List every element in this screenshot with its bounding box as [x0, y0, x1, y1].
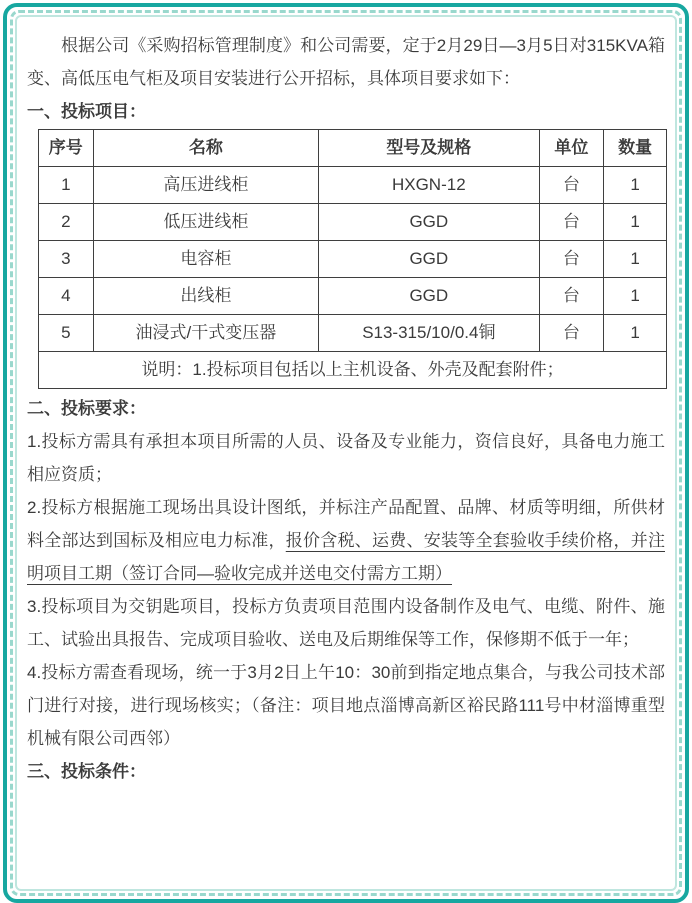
table-row — [39, 278, 667, 315]
column-header-no: 序号 — [39, 130, 94, 167]
requirement-2-underlined-text: 报价含税、运费、安装等全套验收手续价格，并注明项目工期（签订合同—验收完成并送电交付需方工期） — [27, 531, 665, 583]
table-row — [39, 204, 667, 241]
cell-spec: HXGN-12 — [319, 167, 539, 204]
table-note: 说明：1.投标项目包括以上主机设备、外壳及配套附件； — [39, 352, 667, 389]
table-row — [39, 241, 667, 278]
cell-name: 油浸式/干式变压器 — [93, 315, 319, 352]
section-heading-conditions: 三、投标条件： — [27, 762, 146, 781]
cell-spec: GGD — [319, 204, 539, 241]
cell-qty: 1 — [604, 315, 667, 352]
cell-no: 2 — [39, 204, 94, 241]
document-body — [27, 29, 665, 788]
cell-name: 电容柜 — [93, 241, 319, 278]
requirement-2-text: 2.投标方根据施工现场出具设计图纸，并标注产品配置、品牌、材质等明细，所供材料全部达到国标及相应电力标准， — [27, 498, 665, 550]
cell-unit: 台 — [539, 204, 604, 241]
cell-qty: 1 — [604, 278, 667, 315]
decorative-frame-outer — [3, 3, 689, 903]
column-header-name: 名称 — [93, 130, 319, 167]
section-heading-items: 一、投标项目： — [27, 102, 146, 121]
cell-no: 4 — [39, 278, 94, 315]
table-note-row — [39, 352, 667, 389]
cell-qty: 1 — [604, 204, 667, 241]
decorative-frame-dashed — [10, 10, 682, 896]
cell-spec: GGD — [319, 241, 539, 278]
bid-items-table — [38, 129, 667, 389]
cell-qty: 1 — [604, 167, 667, 204]
requirement-2 — [27, 491, 665, 590]
column-header-spec: 型号及规格 — [319, 130, 539, 167]
decorative-frame-inner — [15, 15, 677, 891]
column-header-qty: 数量 — [604, 130, 667, 167]
cell-unit: 台 — [539, 167, 604, 204]
requirement-4: 4.投标方需查看现场，统一于3月2日上午10：30前到指定地点集合，与我公司技术部门进行对接，进行现场核实；（备注：项目地点淄博高新区裕民路111号中材淄博重型机械有限公司西邻） — [27, 663, 665, 748]
cell-qty: 1 — [604, 241, 667, 278]
cell-name: 高压进线柜 — [93, 167, 319, 204]
cell-spec: GGD — [319, 278, 539, 315]
section-heading-requirements: 二、投标要求： — [27, 399, 146, 418]
cell-name: 低压进线柜 — [93, 204, 319, 241]
cell-unit: 台 — [539, 315, 604, 352]
cell-no: 3 — [39, 241, 94, 278]
cell-no: 5 — [39, 315, 94, 352]
requirement-1: 1.投标方需具有承担本项目所需的人员、设备及专业能力，资信良好，具备电力施工相应资质； — [27, 432, 665, 484]
table-header-row — [39, 130, 667, 167]
cell-name: 出线柜 — [93, 278, 319, 315]
table-row — [39, 315, 667, 352]
column-header-unit: 单位 — [539, 130, 604, 167]
intro-paragraph: 根据公司《采购招标管理制度》和公司需要，定于2月29日—3月5日对315KVA箱变、高低压电气柜及项目安装进行公开招标，具体项目要求如下： — [27, 36, 665, 88]
table-row — [39, 167, 667, 204]
requirement-3: 3.投标项目为交钥匙项目，投标方负责项目范围内设备制作及电气、电缆、附件、施工、试验出具报告、完成项目验收、送电及后期维保等工作，保修期不低于一年； — [27, 597, 665, 649]
cell-unit: 台 — [539, 278, 604, 315]
cell-no: 1 — [39, 167, 94, 204]
cell-spec: S13-315/10/0.4铜 — [319, 315, 539, 352]
cell-unit: 台 — [539, 241, 604, 278]
